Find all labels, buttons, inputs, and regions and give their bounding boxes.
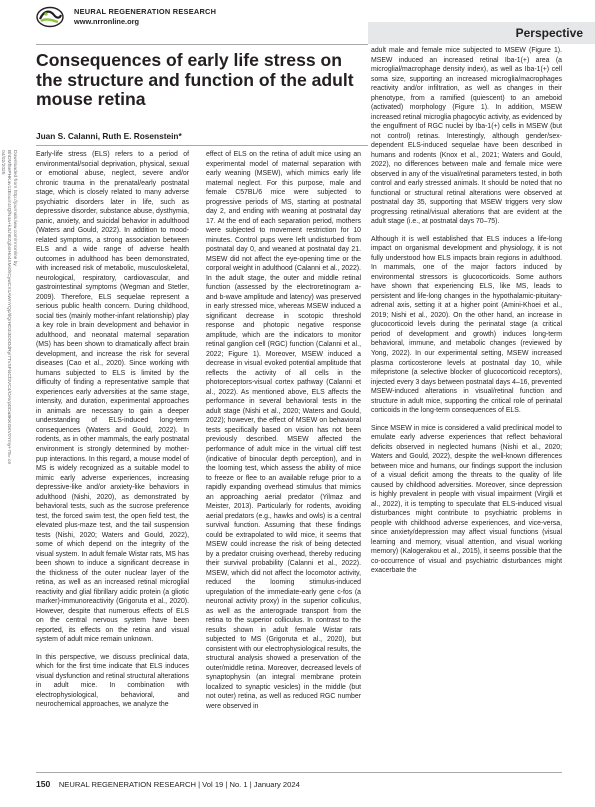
paragraph: Although it is well established that ELS induces a life-long impact on organismal development and physiology, it is not fully understood how ELS impacts brain regions in adulthood. In mammals, one of the major factors induced by environmental stressors is glucocorticoids. Some authors have shown that experiencing ELS, like MS, leads to persistent and life-long changes in the hypothalamic-pituitary-adrenal axis, setting it at a higher point (Amini-Khoei et al., 2019; Nishi et al., 2020). On the other hand, an increase in glucocorticoid levels during the perinatal stage (a critical period of development and growth) induces long-term behavioral, immune, and metabolic changes (reviewed by Yong, 2022). In our experimental setting, MSEW increased plasma corticosterone levels at postnatal day 10, while mifepristone (a selective blocker of glucocorticoid receptors), injected every 3 days between postnatal days 4–16, prevented MSEW-induced alterations in visual/retinal function and structure in adult mice, supporting the critical role of perinatal corticoids in the long-term consequences of ELS. — [371, 235, 562, 415]
page-footer — [36, 779, 300, 789]
section-label: Perspective — [515, 26, 583, 40]
journal-url[interactable]: www.nrronline.org — [74, 17, 140, 26]
body-column-3 — [371, 46, 562, 576]
footer-citation: NEURAL REGENERATION RESEARCH | Vol 19 | No. 1 | January 2024 — [58, 780, 300, 789]
footer-divider — [36, 772, 562, 773]
nrr-journal-logo-icon — [36, 6, 64, 28]
download-side-note — [2, 150, 32, 470]
author-divider — [36, 145, 368, 146]
page-number: 150 — [36, 779, 51, 789]
footer-separator — [52, 780, 56, 789]
body-column-2 — [206, 150, 361, 711]
author-list: Juan S. Calanni, Ruth E. Rosenstein* — [36, 131, 182, 141]
page-header — [0, 0, 595, 44]
journal-name: NEURAL REGENERATION RESEARCH — [74, 7, 217, 16]
paragraph: Since MSEW in mice is considered a valid preclinical model to emulate early adverse experiences that reflect behavioral deficits observed in neglected humans (Nishi et al., 2020; Waters and Gould, 2022), despite the well-known differences between mice and humans, our findings support the inclusion of a visual deficit among the threats to the quality of life caused by childhood adversities. Moreover, since depression is highly prevalent in people with visual impairment (Virgili et al., 2022), it is tempting to speculate that ELS-induced visual disturbances might contribute to psychiatric problems in people with childhood adverse experiences, and vice-versa, since anxiety/depression may affect visual functions (visual learning and memory, visual attention, and visual working memory) (Kalogerakou et al., 2015), it seems possible that the co-occurrence of visual and psychiatric disturbances might exacerbate the — [371, 424, 562, 575]
download-side-note-text: Downloaded from http://journals.lww.com/nrronline by BhDMf5ePHKav1zEoum1tQfN4a+kJLhEZgbsIHo4XMi0hCywCX1AWnYQp/IlQrHD3i3D0OdRyi7TvSFl4Cf3VC4/OAVpDDa8KKGKV0Ymy+78= on 04/02/2025 — [0, 150, 17, 465]
article-title: Consequences of early life stress on the structure and function of the adult mouse retina — [36, 50, 354, 109]
paragraph: In this perspective, we discuss preclinical data, which for the first time indicate that ELS induces visual dysfunction and retinal structural alterations in adult mice. In combination with electrophysiological, behavioral, and neurochemical approaches, we analyze the — [36, 653, 189, 709]
paragraph: effect of ELS on the retina of adult mice using an experimental model of maternal separation with early weaning (MSEW), which mimics early life maternal neglect. For this purpose, male and female C57BL/6 mice were subjected to progressive periods of MS, starting at postnatal day 2, and ending with weaning at postnatal day 17. At the end of each separation period, mothers were subjected to movement restriction for 10 minutes. Control pups were left undisturbed from postnatal day 0, and weaned at postnatal day 21. MSEW did not affect the eye-opening time or the corporal weight in adulthood (Calanni et al., 2022). In the adult stage, the outer and middle retinal function (assessed by the electroretinogram a- and b-wave amplitude and latency) was preserved in early stressed mice, whereas MSEW induced a significant decrease in scotopic threshold response and photopic negative response amplitude, which are the indicators to monitor retinal ganglion cell (RGC) function (Calanni et al., 2022; Figure 1). Moreover, MSEW induced a decrease in visual evoked potential amplitude that reflects the activity of all cells in the photoreceptors-visual cortex pathway (Calanni et al., 2022). As mentioned above, ELS affects the performance in several behavioral tests in the adult stage (Nishi et al., 2020; Waters and Gould, 2022); however, the effect of MSEW on behavioral tests specifically based on vision has not been previously described. MSEW affected the performance of adult mice in the virtual cliff test (indicative of binocular depth perception), and in the looming test, which assess the ability of mice to freeze or flee to an available refuge prior to a rapidly expanding overhead stimulus that mimics an approaching aerial predator (Yilmaz and Meister, 2013). Particularly for rodents, avoiding aerial predators (e.g., hawks and owls) is a central survival function. Assuming that these findings could be extrapolated to wild mice, it seems that MSEW could increase the risk of being detected by a predator cruising overhead, thereby reducing their survival probability (Calanni et al., 2022). MSEW, which did not affect the locomotor activity, reduced the looming stimulus-induced upregulation of the immediate-early gene c-fos (a neuronal activity proxy) in the superior colliculus, as well as the anterograde transport from the retina to the superior colliculus. In contrast to the results shown in adult female Wistar rats subjected to MS (Grigoruta et al., 2020), but consistent with our electrophysiological results, the structural analysis showed a preservation of the outer/middle retina. Moreover, decreased levels of synaptophysin (an integral membrane protein localized to synaptic vesicles) in the middle (but not outer) retina, as well as reduced RGC number were observed in — [206, 151, 361, 710]
paragraph: adult male and female mice subjected to MSEW (Figure 1). MSEW induced an increased retinal Iba-1(+) area (a microglial/macrophage density index), as well as Iba-1(+) cell soma size, supporting an increased microglia/macrophages reactivity and/or infiltration, as well as changes in their phenotype, from a ramified (quiescent) to an ameboid (activated) morphology (Figure 1). In addition, MSEW increased retinal microglia phagocytic activity, as evidenced by the engulfment of RGC nuclei by Iba-1(+) cells in MSEW (but not control) retinas. Interestingly, although gender/sex-dependent ELS-induced sequelae have been described in humans and rodents (Knox et al., 2021; Waters and Gould, 2022), no differences between male and female mice were observed in any of the visual/retinal parameters tested, in both control and early stressed animals. It should be noted that no functional or structural retinal alterations were observed at postnatal day 35, supporting that MSEW triggers very slow progressing retinal/visual alterations that are evident at the adult stage (i.e., at postnatal days 70–75). — [371, 47, 562, 226]
body-column-1 — [36, 150, 189, 710]
header-divider — [36, 44, 368, 45]
paragraph: Early-life stress (ELS) refers to a period of environmental/social deprivation, physical, sexual or emotional abuse, neglect, severe and/or chronic trauma in the prenatal/early postnatal stage, which is closely related to many adverse psychiatric disorders later in life, such as depressive disorder, substance abuse, dysthymia, panic, anxiety, and suicidal behavior in adulthood (Waters and Gould, 2022). In addition to mood-related symptoms, a strong association between ELS and a wide range of adverse health outcomes in adulthood has been demonstrated, with increased risk of metabolic, musculoskeletal, neurological, respiratory, cardiovascular, and gastrointestinal symptoms (Wegman and Stetler, 2009). Therefore, ELS sequelae represent a serious public health concern. During childhood, social ties (mainly mother-infant relationship) play a key role in brain development and behavior in adulthood, and neonatal maternal separation (MS) has been shown to dramatically affect brain development, and increase the risk for several diseases (Cao et al., 2020). Since working with humans subjected to ELS is limited by the difficulty of finding a representative sample that experiences early adversities at the same stage, intensity, and duration, experimental approaches in animals are necessary to gain a deeper understanding of ELS-induced long-term consequences (Waters and Gould, 2022). In rodents, as in other mammals, the early postnatal environment is strongly determined by mother-pup interactions. In this regard, a mouse model of MS is widely recognized as a suitable model to mimic early adverse experiences, increasing depressive-like and/or anxiety-like behaviors in adulthood (Nishi, 2020), as demonstrated by behavioral tests, such as the sucrose preference test, the forced swim test, the open field test, the elevated plus-maze test, and the tail suspension tests (Nishi, 2020; Waters and Gould, 2022), some of which depend on the integrity of the visual system. In adult female Wistar rats, MS has been shown to induce a significant decrease in the thickness of the outer nuclear layer of the retina, as well as an increased retinal microglial reactivity and glial fibrillary acidic protein (a gliotic marker)-immunoreactivity (Grigoruta et al., 2020). However, despite that numerous effects of ELS on the central nervous system have been reported, its effects on the retina and visual system of adult mice remain unknown. — [36, 151, 189, 644]
section-banner — [368, 22, 595, 44]
